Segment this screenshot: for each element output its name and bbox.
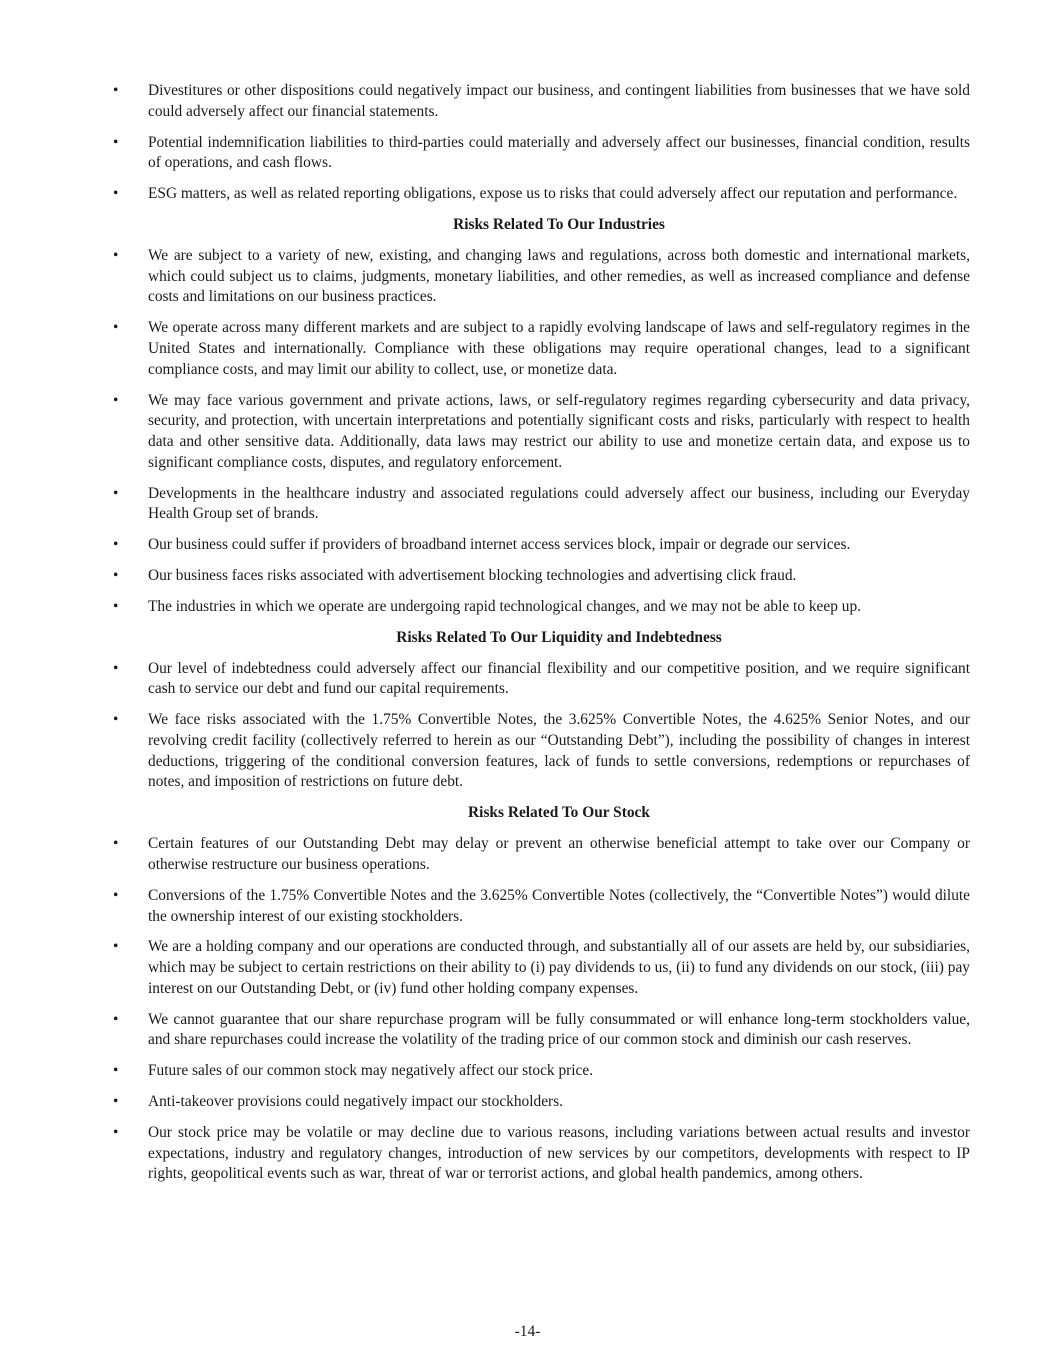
bullet-text: Developments in the healthcare industry and associated regulations could adversely affect our business, including our Everyday Health Group set of brands.	[148, 484, 970, 523]
bullet-text: We face risks associated with the 1.75% Convertible Notes, the 3.625% Convertible Notes, the 4.625% Senior Notes, and our revolving credit facility (collectively referred to herein as our “Outstanding Debt”), including the possibility of changes in interest deductions, triggering of the conditional conversion features, lack of funds to settle conversions, redemptions or repurchases of notes, and imposition of restrictions on future debt.	[148, 711, 970, 791]
bullet-marker: •	[113, 659, 119, 677]
bullet-marker: •	[113, 319, 119, 337]
bullet-text: We may face various government and private actions, laws, or self-regulatory regimes regarding cybersecurity and data privacy, security, and protection, with uncertain interpretations and potentially significant costs and risks, particularly with respect to health data and other sensitive data. Additionally, data laws may restrict our ability to use and monetize certain data, and expose us to significant compliance costs, disputes, and regulatory enforcement.	[148, 391, 970, 471]
bullet-marker: •	[113, 185, 119, 203]
bullet-marker: •	[113, 536, 119, 554]
risk-bullet-item	[112, 1092, 970, 1113]
risk-bullet-item	[112, 535, 970, 556]
risk-bullet-item	[112, 1123, 970, 1185]
risk-bullet-item	[112, 246, 970, 308]
bullet-marker: •	[113, 1124, 119, 1142]
section-heading: Risks Related To Our Liquidity and Indebtedness	[396, 628, 722, 646]
risk-bullet-item	[112, 318, 970, 380]
risk-bullet-item	[112, 1010, 970, 1051]
risk-bullet-item	[112, 886, 970, 927]
risk-bullet-item	[112, 710, 970, 793]
risk-bullet-item	[112, 184, 970, 205]
bullet-text: Anti-takeover provisions could negatively impact our stockholders.	[148, 1093, 564, 1111]
risk-bullet-item	[112, 133, 970, 174]
bullet-text: Potential indemnification liabilities to third-parties could materially and adversely affect our businesses, financial condition, results of operations, and cash flows.	[148, 133, 970, 172]
risk-factors-list	[112, 81, 970, 1195]
bullet-text: Conversions of the 1.75% Convertible Notes and the 3.625% Convertible Notes (collectively, the “Convertible Notes”) would dilute the ownership interest of our existing stockholders.	[148, 886, 970, 925]
risk-bullet-item	[112, 566, 970, 587]
bullet-marker: •	[113, 82, 119, 99]
bullet-text: The industries in which we operate are undergoing rapid technological changes, and we may not be able to keep up.	[148, 597, 862, 615]
risk-bullet-item	[112, 81, 970, 122]
risk-bullet-item	[112, 391, 970, 474]
bullet-marker: •	[113, 597, 119, 615]
bullet-text: Divestitures or other dispositions could negatively impact our business, and contingent liabilities from businesses that we have sold could adversely affect our financial statements.	[148, 82, 970, 120]
risk-bullet-item	[112, 1061, 970, 1082]
bullet-text: ESG matters, as well as related reporting obligations, expose us to risks that could adversely affect our reputation and performance.	[148, 185, 958, 203]
section-heading: Risks Related To Our Stock	[468, 804, 650, 822]
bullet-text: We cannot guarantee that our share repurchase program will be fully consummated or will enhance long-term stockholders value, and share repurchases could increase the volatility of the trading price of our common stock and diminish our cash reserves.	[148, 1010, 970, 1049]
bullet-marker: •	[113, 835, 119, 853]
bullet-marker: •	[113, 391, 119, 409]
bullet-text: Our level of indebtedness could adversely affect our financial flexibility and our competitive position, and we require significant cash to service our debt and fund our capital requirements.	[148, 659, 970, 698]
bullet-marker: •	[113, 484, 119, 502]
risk-bullet-item	[112, 937, 970, 999]
bullet-marker: •	[113, 567, 119, 585]
bullet-marker: •	[113, 1010, 119, 1028]
bullet-marker: •	[113, 938, 119, 956]
page-number: -14-	[514, 1323, 541, 1340]
bullet-marker: •	[113, 711, 119, 729]
risk-bullet-item	[112, 659, 970, 700]
bullet-marker: •	[113, 886, 119, 904]
bullet-text: Future sales of our common stock may negatively affect our stock price.	[148, 1062, 594, 1080]
bullet-text: We are subject to a variety of new, existing, and changing laws and regulations, across both domestic and international markets, which could subject us to claims, judgments, monetary liabilities, and other remedies, as well as increased compliance and defense costs and limitations on our business practices.	[148, 246, 970, 306]
bullet-text: Our stock price may be volatile or may decline due to various reasons, including variations between actual results and investor expectations, industry and regulatory changes, introduction of new services by our competitors, developments with respect to IP rights, geopolitical events such as war, threat of war or terrorist actions, and global health pandemics, among others.	[148, 1124, 970, 1183]
risk-bullet-item	[112, 484, 970, 525]
bullet-text: We operate across many different markets and are subject to a rapidly evolving landscape of laws and self-regulatory regimes in the United States and internationally. Compliance with these obligations may require operational changes, lead to a significant compliance costs, and may limit our ability to collect, use, or monetize data.	[148, 319, 970, 378]
bullet-text: Our business faces risks associated with advertisement blocking technologies and advertising click fraud.	[148, 567, 797, 585]
bullet-text: Certain features of our Outstanding Debt may delay or prevent an otherwise beneficial attempt to take over our Company or otherwise restructure our business operations.	[148, 835, 970, 873]
risk-bullet-item	[112, 834, 970, 875]
risk-bullet-item	[112, 597, 970, 618]
bullet-marker: •	[113, 1093, 119, 1111]
bullet-marker: •	[113, 1062, 119, 1080]
bullet-marker: •	[113, 133, 119, 151]
section-heading: Risks Related To Our Industries	[453, 216, 665, 234]
bullet-text: We are a holding company and our operations are conducted through, and substantially all of our assets are held by, our subsidiaries, which may be subject to certain restrictions on their ability to (i) pay dividends to us, (ii) to fund any dividends on our stock, (iii) pay interest on our Outstanding Debt, or (iv) fund other holding company expenses.	[148, 938, 970, 997]
bullet-marker: •	[113, 246, 119, 264]
bullet-text: Our business could suffer if providers of broadband internet access services block, impair or degrade our services.	[148, 536, 851, 554]
